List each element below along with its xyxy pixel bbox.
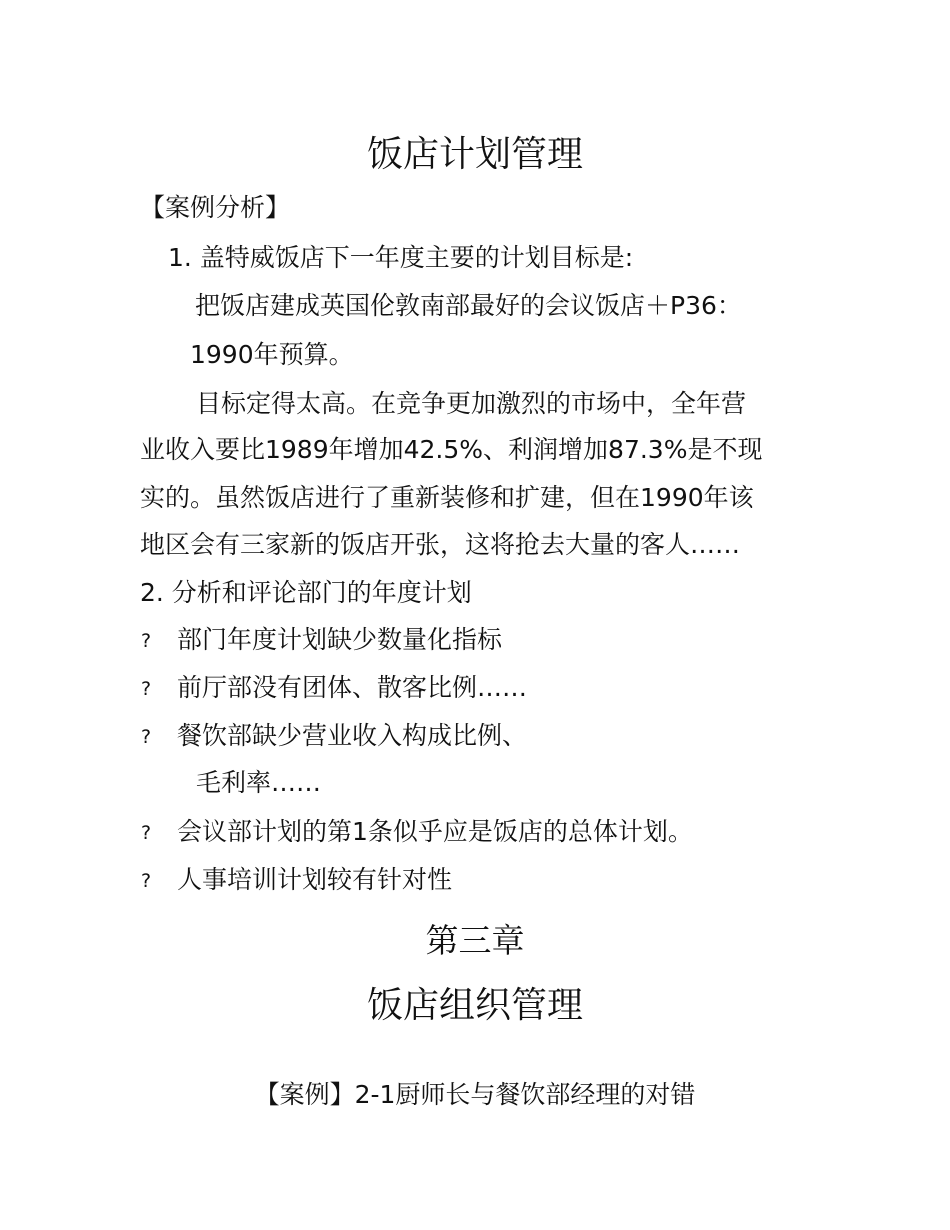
- page-title: 饭店计划管理: [366, 134, 583, 175]
- case-heading: 【案例】2-1厨师长与餐饮部经理的对错: [254, 1080, 696, 1109]
- chapter-number: 第三章: [425, 921, 525, 960]
- bullet-marker: ?: [141, 726, 152, 748]
- paragraph-line-2: 业收入要比1989年增加42.5%、利润增加87.3%是不现: [140, 435, 763, 464]
- paragraph-line-4: 地区会有三家新的饭店开张，这将抢去大量的客人……: [140, 530, 741, 559]
- paragraph-line-1: 目标定得太高。在竞争更加激烈的市场中，全年营: [196, 389, 747, 418]
- question-1-heading: 1. 盖特威饭店下一年度主要的计划目标是:: [168, 243, 634, 272]
- bullet-text: 餐饮部缺少营业收入构成比例、: [177, 721, 528, 750]
- question-2-heading: 2. 分析和评论部门的年度计划: [140, 578, 472, 607]
- bullet-text: 人事培训计划较有针对性: [177, 865, 453, 894]
- bullet-text: 会议部计划的第1条似乎应是饭店的总体计划。: [177, 817, 693, 846]
- bullet-marker: ?: [141, 678, 152, 700]
- question-1-line-2: 1990年预算。: [190, 340, 354, 369]
- case-analysis-heading: 【案例分析】: [140, 193, 291, 222]
- bullet-text: 部门年度计划缺少数量化指标: [177, 625, 503, 654]
- bullet-continuation: 毛利率……: [196, 768, 322, 797]
- chapter-title: 饭店组织管理: [366, 985, 583, 1026]
- bullet-marker: ?: [141, 870, 152, 892]
- bullet-marker: ?: [141, 822, 152, 844]
- paragraph-line-3: 实的。虽然饭店进行了重新装修和扩建，但在1990年该: [140, 483, 754, 512]
- bullet-text: 前厅部没有团体、散客比例……: [177, 673, 528, 702]
- question-1-line-1: 把饭店建成英国伦敦南部最好的会议饭店＋P36：: [195, 291, 742, 320]
- bullet-marker: ?: [141, 630, 152, 652]
